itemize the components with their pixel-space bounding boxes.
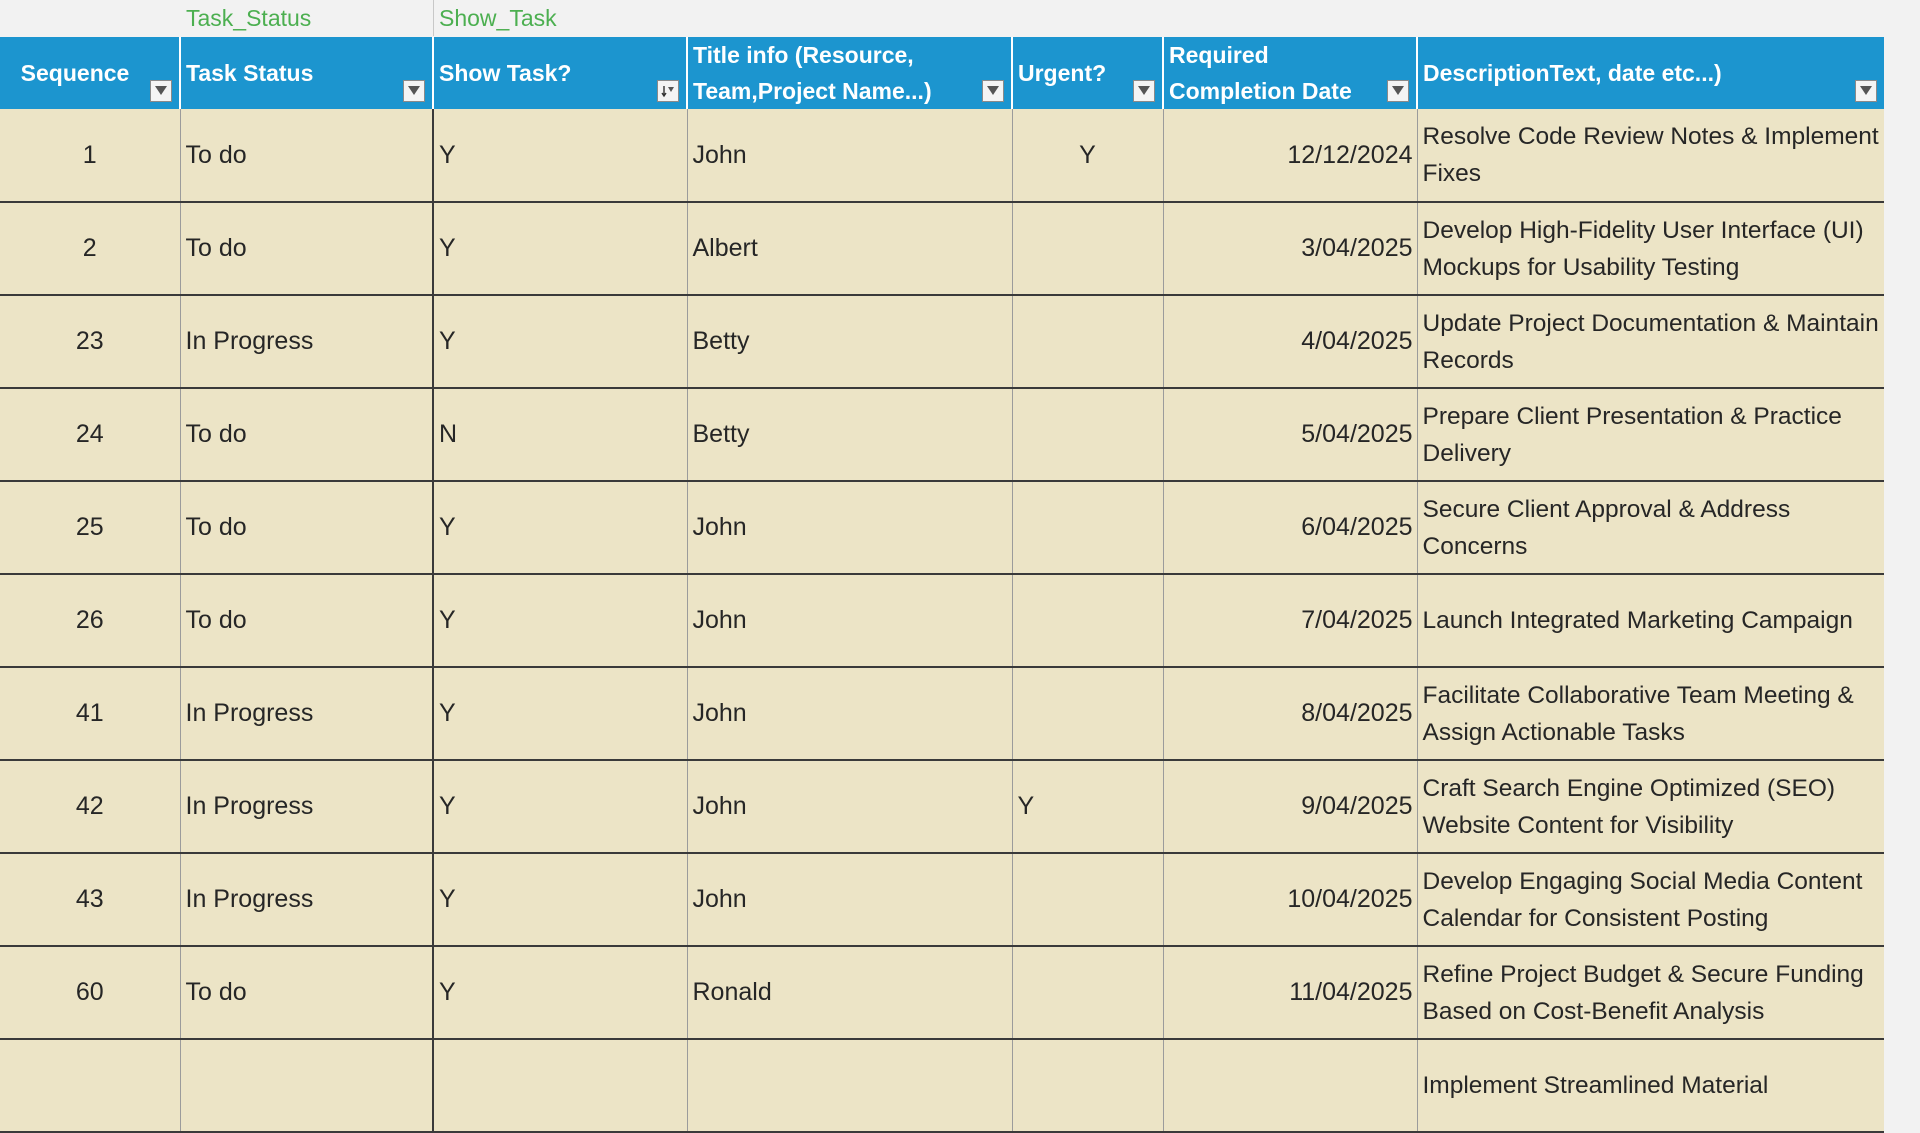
cell-task-status[interactable]: In Progress <box>180 853 433 946</box>
filter-dropdown-icon[interactable] <box>150 80 172 102</box>
filter-dropdown-icon[interactable] <box>1387 80 1409 102</box>
header-label: Title info (Resource, Team,Project Name...) <box>693 42 932 104</box>
header-description[interactable] <box>1417 37 1884 109</box>
table-row <box>0 853 1884 946</box>
header-task-status[interactable] <box>180 37 433 109</box>
cell-urgent[interactable] <box>1012 202 1163 295</box>
cell-show-task[interactable]: Y <box>433 946 687 1039</box>
cell-completion-date[interactable]: 7/04/2025 <box>1163 574 1417 667</box>
cell-task-status[interactable]: In Progress <box>180 295 433 388</box>
cell-sequence[interactable]: 26 <box>0 574 180 667</box>
cell-completion-date[interactable]: 11/04/2025 <box>1163 946 1417 1039</box>
cell-description[interactable]: Launch Integrated Marketing Campaign <box>1417 574 1884 667</box>
cell-title-info[interactable]: John <box>687 760 1012 853</box>
cell-task-status[interactable]: To do <box>180 388 433 481</box>
cell-title-info[interactable] <box>687 1039 1012 1132</box>
cell-urgent[interactable] <box>1012 853 1163 946</box>
sort-filter-dropdown-icon[interactable] <box>657 80 679 102</box>
cell-show-task[interactable]: Y <box>433 202 687 295</box>
cell-title-info[interactable]: Betty <box>687 388 1012 481</box>
cell-task-status[interactable]: To do <box>180 481 433 574</box>
cell-sequence[interactable] <box>0 1039 180 1132</box>
table-body <box>0 109 1884 1132</box>
cell-urgent[interactable]: Y <box>1012 109 1163 202</box>
cell-sequence[interactable]: 1 <box>0 109 180 202</box>
cell-urgent[interactable] <box>1012 946 1163 1039</box>
cell-task-status[interactable]: To do <box>180 202 433 295</box>
cell-title-info[interactable]: John <box>687 481 1012 574</box>
cell-urgent[interactable] <box>1012 295 1163 388</box>
cell-urgent[interactable]: Y <box>1012 760 1163 853</box>
cell-completion-date[interactable] <box>1163 1039 1417 1132</box>
cell-completion-date[interactable]: 10/04/2025 <box>1163 853 1417 946</box>
cell-show-task[interactable]: Y <box>433 295 687 388</box>
cell-urgent[interactable] <box>1012 1039 1163 1132</box>
table-row <box>0 1039 1884 1132</box>
cell-title-info[interactable]: Albert <box>687 202 1012 295</box>
cell-urgent[interactable] <box>1012 574 1163 667</box>
cell-title-info[interactable]: Betty <box>687 295 1012 388</box>
cell-urgent[interactable] <box>1012 481 1163 574</box>
header-label: Show Task? <box>439 60 572 86</box>
cell-title-info[interactable]: John <box>687 853 1012 946</box>
header-label: Required Completion Date <box>1169 42 1352 104</box>
cell-description[interactable]: Develop High-Fidelity User Interface (UI) Mockups for Usability Testing <box>1417 202 1884 295</box>
cell-sequence[interactable]: 24 <box>0 388 180 481</box>
header-urgent[interactable] <box>1012 37 1163 109</box>
cell-sequence[interactable]: 25 <box>0 481 180 574</box>
filter-dropdown-icon[interactable] <box>403 80 425 102</box>
cell-description[interactable]: Facilitate Collaborative Team Meeting & Assign Actionable Tasks <box>1417 667 1884 760</box>
cell-sequence[interactable]: 60 <box>0 946 180 1039</box>
cell-show-task[interactable] <box>433 1039 687 1132</box>
cell-show-task[interactable]: Y <box>433 574 687 667</box>
cell-description[interactable]: Update Project Documentation & Maintain Records <box>1417 295 1884 388</box>
cell-description[interactable]: Secure Client Approval & Address Concerns <box>1417 481 1884 574</box>
table-row <box>0 295 1884 388</box>
cell-completion-date[interactable]: 4/04/2025 <box>1163 295 1417 388</box>
cell-show-task[interactable]: Y <box>433 853 687 946</box>
table-row <box>0 109 1884 202</box>
cell-show-task[interactable]: Y <box>433 481 687 574</box>
cell-description[interactable]: Resolve Code Review Notes & Implement Fixes <box>1417 109 1884 202</box>
header-show-task[interactable] <box>433 37 687 109</box>
cell-task-status[interactable] <box>180 1039 433 1132</box>
cell-show-task[interactable]: N <box>433 388 687 481</box>
header-label: DescriptionText, date etc...) <box>1423 60 1722 86</box>
cell-completion-date[interactable]: 5/04/2025 <box>1163 388 1417 481</box>
named-range-label-task-status[interactable]: Task_Status <box>186 5 312 31</box>
named-range-label-show-task[interactable]: Show_Task <box>439 5 557 31</box>
cell-title-info[interactable]: John <box>687 574 1012 667</box>
filter-dropdown-icon[interactable] <box>1855 80 1877 102</box>
cell-sequence[interactable]: 42 <box>0 760 180 853</box>
cell-completion-date[interactable]: 8/04/2025 <box>1163 667 1417 760</box>
cell-title-info[interactable]: Ronald <box>687 946 1012 1039</box>
header-sequence[interactable] <box>0 37 180 109</box>
cell-urgent[interactable] <box>1012 388 1163 481</box>
cell-task-status[interactable]: In Progress <box>180 760 433 853</box>
cell-title-info[interactable]: John <box>687 667 1012 760</box>
table-row <box>0 760 1884 853</box>
cell-sequence[interactable]: 2 <box>0 202 180 295</box>
cell-sequence[interactable]: 23 <box>0 295 180 388</box>
header-label: Sequence <box>20 60 130 86</box>
cell-description[interactable]: Implement Streamlined Material <box>1417 1039 1884 1132</box>
cell-show-task[interactable]: Y <box>433 109 687 202</box>
header-title-info[interactable] <box>687 37 1012 109</box>
cell-urgent[interactable] <box>1012 667 1163 760</box>
filter-dropdown-icon[interactable] <box>1133 80 1155 102</box>
cell-sequence[interactable]: 41 <box>0 667 180 760</box>
cell-sequence[interactable]: 43 <box>0 853 180 946</box>
header-required-completion-date[interactable] <box>1163 37 1417 109</box>
cell-description[interactable]: Prepare Client Presentation & Practice Delivery <box>1417 388 1884 481</box>
table-row <box>0 946 1884 1039</box>
header-label: Urgent? <box>1018 60 1107 86</box>
cell-task-status[interactable]: To do <box>180 574 433 667</box>
table-row <box>0 481 1884 574</box>
header-label: Task Status <box>186 60 314 86</box>
cell-task-status[interactable]: To do <box>180 946 433 1039</box>
cell-show-task[interactable]: Y <box>433 760 687 853</box>
table-row <box>0 388 1884 481</box>
cell-show-task[interactable]: Y <box>433 667 687 760</box>
cell-completion-date[interactable]: 9/04/2025 <box>1163 760 1417 853</box>
table-row <box>0 574 1884 667</box>
cell-task-status[interactable]: In Progress <box>180 667 433 760</box>
cell-completion-date[interactable]: 12/12/2024 <box>1163 109 1417 202</box>
cell-completion-date[interactable]: 3/04/2025 <box>1163 202 1417 295</box>
header-row <box>0 37 1884 109</box>
cell-title-info[interactable]: John <box>687 109 1012 202</box>
cell-description[interactable]: Craft Search Engine Optimized (SEO) Website Content for Visibility <box>1417 760 1884 853</box>
filter-dropdown-icon[interactable] <box>982 80 1004 102</box>
cell-completion-date[interactable]: 6/04/2025 <box>1163 481 1417 574</box>
cell-description[interactable]: Develop Engaging Social Media Content Calendar for Consistent Posting <box>1417 853 1884 946</box>
task-table <box>0 37 1884 1133</box>
cell-task-status[interactable]: To do <box>180 109 433 202</box>
cell-description[interactable]: Refine Project Budget & Secure Funding Based on Cost-Benefit Analysis <box>1417 946 1884 1039</box>
table-row <box>0 667 1884 760</box>
table-row <box>0 202 1884 295</box>
